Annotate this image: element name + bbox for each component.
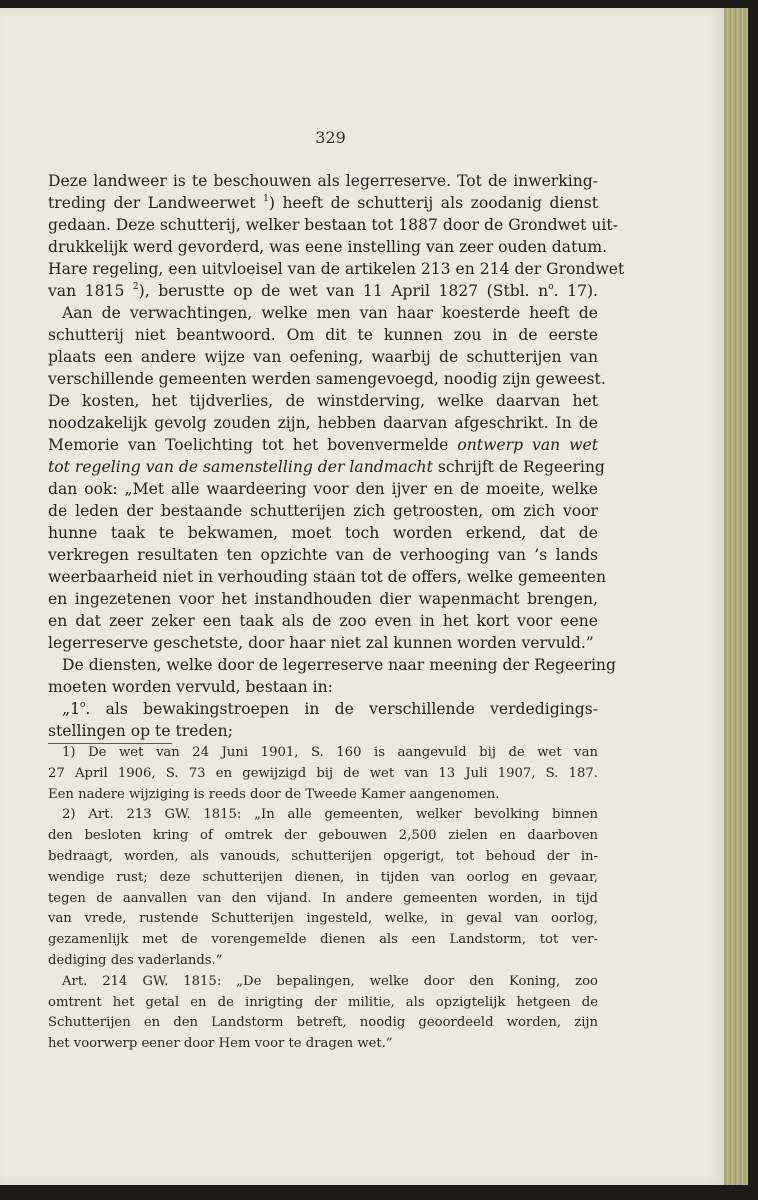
text-line: tot regeling van de samenstelling der landmacht schrijft de Regeering: [48, 458, 605, 476]
text-line: weerbaarheid niet in verhouding staan tot de offers, welke gemeenten: [48, 568, 607, 586]
text-line: de leden der bestaande schutterijen zich getroosten, om zich voor: [48, 502, 598, 520]
text-line: en dat zeer zeker een taak als de zoo even in het kort voor eene: [48, 612, 598, 630]
footnote-line: tegen de aanvallen van den vijand. In andere gemeenten worden, in tijd: [48, 890, 598, 906]
text-line: De diensten, welke door de legerreserve naar meening der Regeering: [62, 656, 616, 674]
text-line: verkregen resultaten ten opzichte van de verhooging van ’s lands: [48, 546, 598, 564]
body-text: [48, 170, 625, 742]
page-edge: [724, 8, 748, 1185]
page-number: 329: [315, 128, 346, 147]
footnote-line: Schutterijen en den Landstorm betreft, noodig geoordeeld worden, zijn: [48, 1015, 598, 1031]
text-line: hunne taak te bekwamen, moet toch worden erkend, dat de: [48, 524, 598, 542]
footnote-line: Art. 214 GW. 1815: „De bepalingen, welke door den Koning, zoo: [62, 973, 598, 989]
text-line: treding der Landweerwet $^1$) heeft de schutterij als zoodanig dienst: [48, 194, 598, 212]
text-line: moeten worden vervuld, bestaan in:: [48, 678, 333, 696]
text-line: noodzakelijk gevolg zouden zijn, hebben daarvan afgeschrikt. In de: [48, 414, 598, 432]
text-line: „1$^o$. als bewakingstroepen in de verschillende verdedigings-: [62, 700, 598, 718]
text-line: drukkelijk werd gevorderd, was eene instelling van zeer ouden datum.: [48, 238, 608, 256]
footnote-line: 27 April 1906, S. 73 en gewijzigd bij de wet van 13 Juli 1907, S. 187.: [48, 765, 598, 781]
footnote-line: het voorwerp eener door Hem voor te dragen wet.”: [48, 1036, 393, 1052]
text-line: Aan de verwachtingen, welke men van haar koesterde heeft de: [62, 304, 598, 322]
footnote-line: den besloten kring of omtrek der gebouwen 2,500 zielen en daarboven: [48, 828, 598, 844]
text-line: plaats een andere wijze van oefening, waarbij de schutterijen van: [48, 348, 598, 366]
text-line: Hare regeling, een uitvloeisel van de artikelen 213 en 214 der Grondwet: [48, 260, 625, 278]
footnotes: [48, 743, 598, 1055]
footnote-line: 1) De wet van 24 Juni 1901, S. 160 is aangevuld bij de wet van: [62, 745, 598, 760]
footnote-line: van vrede, rustende Schutterijen ingesteld, welke, in geval van oorlog,: [48, 911, 598, 927]
footnote-line: Een nadere wijziging is reeds door de Tweede Kamer aangenomen.: [48, 786, 500, 802]
footnote-line: dediging des vaderlands.”: [48, 952, 223, 968]
book-page: [0, 8, 724, 1185]
footnote-line: omtrent het getal en de inrigting der militie, als opzigtelijk hetgeen de: [48, 994, 598, 1010]
text-line: dan ook: „Met alle waardeering voor den ijver en de moeite, welke: [48, 480, 598, 498]
text-line: Memorie van Toelichting tot het bovenvermelde ontwerp van wet: [48, 436, 598, 454]
footnote-line: 2) Art. 213 GW. 1815: „In alle gemeenten, welker bevolking binnen: [62, 807, 598, 823]
footnote-line: wendige rust; deze schutterijen dienen, in tijden van oorlog en gevaar,: [48, 869, 598, 885]
text-line: legerreserve geschetste, door haar niet zal kunnen worden vervuld.”: [48, 634, 594, 652]
text-line: verschillende gemeenten werden samengevoegd, noodig zijn geweest.: [48, 370, 606, 388]
text-line: De kosten, het tijdverlies, de winstderving, welke daarvan het: [48, 392, 598, 410]
footnote-line: gezamenlijk met de vorengemelde dienen als een Landstorm, tot ver-: [48, 932, 598, 948]
text-line: stellingen op te treden;: [48, 722, 233, 740]
text-line: en ingezetenen voor het instandhouden dier wapenmacht brengen,: [48, 590, 598, 608]
text-line: van 1815 $^2$), berustte op de wet van 11 April 1827 (Stbl. $n^o$. 17).: [48, 282, 599, 300]
footnote-line: bedraagt, worden, als vanouds, schutterijen opgerigt, tot behoud der in-: [48, 848, 598, 864]
text-line: gedaan. Deze schutterij, welker bestaan tot 1887 door de Grondwet uit-: [48, 216, 618, 234]
text-line: Deze landweer is te beschouwen als legerreserve. Tot de inwerking-: [48, 172, 598, 190]
text-line: schutterij niet beantwoord. Om dit te kunnen zou in de eerste: [48, 326, 598, 344]
